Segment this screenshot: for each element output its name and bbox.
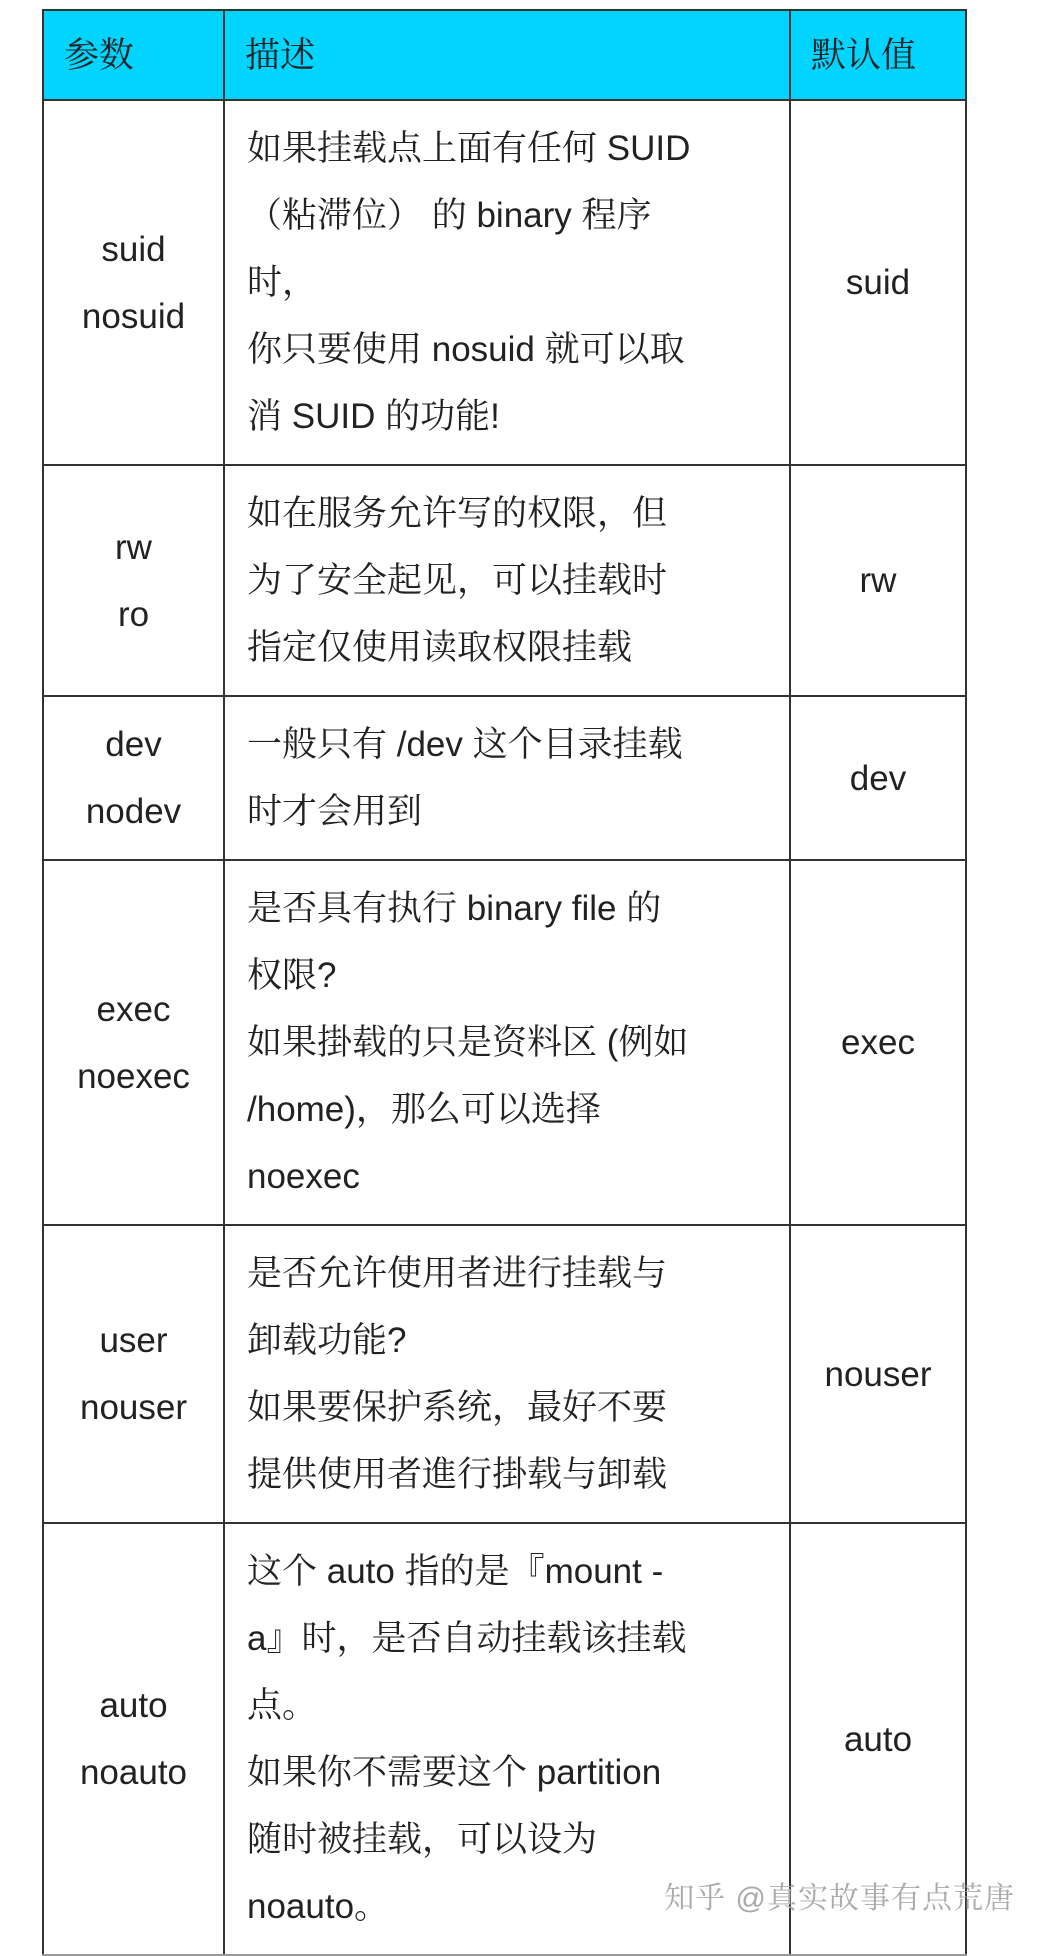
desc-cell: [224, 465, 790, 696]
desc-line: 随时被挂载，可以设为: [247, 1820, 598, 1859]
desc-line: 如果要保护系统，最好不要: [247, 1388, 668, 1427]
param-name: noexec: [77, 1056, 190, 1096]
desc-line: 你只要使用 nosuid 就可以取: [247, 330, 685, 369]
default-cell: suid: [790, 100, 966, 465]
desc-line: 这个 auto 指的是『mount -: [247, 1552, 664, 1591]
table-row: [43, 1225, 966, 1523]
desc-line: 时，: [247, 263, 318, 302]
mount-options-table: [42, 9, 967, 1956]
table-row: [43, 465, 966, 696]
default-cell: auto: [790, 1523, 966, 1955]
desc-cell: [224, 1225, 790, 1523]
desc-line: 是否具有执行 binary file 的: [247, 889, 662, 928]
default-cell: rw: [790, 465, 966, 696]
param-name: noauto: [79, 1753, 188, 1792]
param-cell: [43, 696, 224, 860]
table-header-row: [43, 10, 966, 100]
param-cell: [43, 1225, 224, 1523]
desc-line: 如在服务允许写的权限，但: [247, 494, 668, 533]
param-name: ro: [117, 594, 150, 634]
desc-cell: [224, 100, 790, 465]
desc-cell: [224, 696, 790, 860]
param-name: user: [99, 1321, 168, 1360]
param-name: rw: [115, 527, 152, 567]
header-param: 参数: [43, 10, 224, 100]
header-default: 默认值: [790, 10, 966, 100]
param-name: exec: [96, 989, 171, 1029]
desc-line: 是否允许使用者进行挂载与: [247, 1254, 668, 1293]
desc-line: noauto。: [247, 1887, 390, 1926]
desc-line: 卸载功能?: [247, 1321, 407, 1360]
desc-line: 消 SUID 的功能!: [247, 397, 500, 436]
default-cell: nouser: [790, 1225, 966, 1523]
param-cell: [43, 465, 224, 696]
param-name: suid: [101, 229, 166, 269]
desc-cell: [224, 860, 790, 1225]
desc-line: 如果掛载的只是资料区 (例如: [247, 1023, 689, 1062]
table-row: [43, 696, 966, 860]
param-name: auto: [99, 1686, 168, 1725]
desc-line: 如果挂载点上面有任何 SUID: [247, 129, 691, 168]
desc-line: （粘滞位） 的 binary 程序: [247, 196, 652, 235]
default-cell: exec: [790, 860, 966, 1225]
param-name: nouser: [79, 1388, 188, 1427]
desc-line: 为了安全起见，可以挂载时: [247, 561, 668, 600]
desc-line: 指定仅使用读取权限挂载: [247, 628, 633, 667]
desc-line: noexec: [247, 1157, 360, 1196]
param-cell: [43, 860, 224, 1225]
watermark: 知乎 @真实故事有点荒唐: [664, 1882, 1015, 1915]
desc-line: 点。: [247, 1686, 318, 1725]
param-cell: [43, 1523, 224, 1955]
desc-line: 如果你不需要这个 partition: [247, 1753, 662, 1792]
table-row: [43, 100, 966, 465]
param-name: nodev: [85, 792, 182, 831]
param-name: dev: [105, 725, 162, 764]
desc-line: /home)，那么可以选择: [247, 1090, 601, 1129]
desc-line: 一般只有 /dev 这个目录挂载: [247, 725, 683, 764]
desc-line: 提供使用者進行掛载与卸载: [247, 1455, 668, 1494]
desc-line: 权限?: [247, 956, 337, 995]
table-row: [43, 860, 966, 1225]
desc-line: 时才会用到: [247, 792, 423, 831]
param-cell: [43, 100, 224, 465]
desc-line: a』时，是否自动挂载该挂载: [247, 1619, 687, 1658]
header-desc: 描述: [224, 10, 790, 100]
default-cell: dev: [790, 696, 966, 860]
param-name: nosuid: [81, 296, 186, 336]
